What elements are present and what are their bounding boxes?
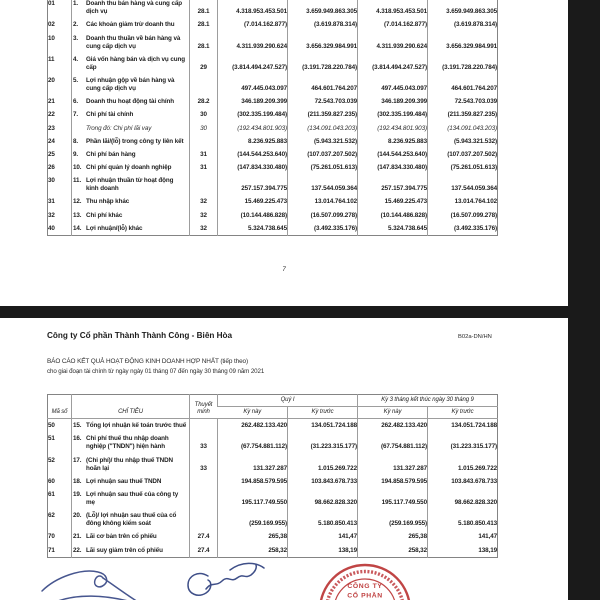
row-value: (31.223.315.177) — [288, 432, 358, 453]
row-description: 8. Phần lãi/(lỗ) trong công ty liên kết — [72, 135, 190, 148]
row-note-ref: 33 — [190, 453, 218, 474]
row-description: Trong đó: Chi phí lãi vay — [72, 121, 190, 134]
table-row — [48, 419, 498, 433]
row-value: (147.834.330.480) — [218, 161, 288, 174]
row-note-ref: 32 — [190, 195, 218, 208]
row-note-ref: 28.1 — [190, 31, 218, 52]
row-note-ref: 28.1 — [190, 18, 218, 31]
row-value: (3.191.728.220.784) — [428, 53, 498, 74]
row-code: 30 — [48, 177, 55, 185]
row-note-ref: 27.4 — [190, 530, 218, 543]
row-note-ref: 33 — [190, 432, 218, 453]
row-note-ref — [190, 475, 218, 488]
table-row — [48, 475, 498, 488]
report-page-8 — [0, 318, 568, 600]
row-value: (211.359.827.235) — [288, 108, 358, 121]
row-code: 25 — [48, 150, 55, 158]
row-value: 1.015.269.722 — [428, 453, 498, 474]
row-description: 6. Doanh thu hoạt động tài chính — [72, 95, 190, 108]
row-value: (3.492.335.176) — [428, 222, 498, 236]
row-note-ref: 31 — [190, 148, 218, 161]
row-value: 141,47 — [428, 530, 498, 543]
row-value: (211.359.827.235) — [428, 108, 498, 121]
signature-left — [42, 571, 138, 600]
row-code: 10 — [48, 34, 55, 42]
row-value: 141,47 — [288, 530, 358, 543]
table-row — [48, 530, 498, 543]
row-value: (10.144.486.828) — [358, 208, 428, 221]
table-row — [48, 509, 498, 530]
row-value: 195.117.749.550 — [358, 488, 428, 509]
row-description: 5. Lợi nhuận gộp về bán hàng và cung cấp dịch vụ — [72, 74, 190, 95]
row-value: 134.051.724.188 — [288, 419, 358, 433]
row-value: (10.144.486.828) — [218, 208, 288, 221]
row-note-ref: 30 — [190, 121, 218, 134]
table-row — [48, 0, 498, 18]
table-row — [48, 121, 498, 134]
row-code: 21 — [48, 98, 55, 106]
row-value: (31.223.315.177) — [428, 432, 498, 453]
row-value: (192.434.801.903) — [358, 121, 428, 134]
row-note-ref — [190, 174, 218, 195]
table-row — [48, 543, 498, 557]
row-note-ref — [190, 509, 218, 530]
row-value: 138,19 — [288, 543, 358, 557]
row-code: 50 — [48, 422, 55, 430]
table-row — [48, 208, 498, 221]
row-value: (134.091.043.203) — [288, 121, 358, 134]
row-note-ref: 32 — [190, 208, 218, 221]
row-value: (3.814.494.247.527) — [218, 53, 288, 74]
row-code: 62 — [48, 512, 55, 520]
row-code: 40 — [48, 224, 55, 232]
row-value: 103.843.678.733 — [428, 475, 498, 488]
income-statement-table-page7 — [47, 0, 498, 236]
header-3-month-period: Kỳ 3 tháng kết thúc ngày 30 tháng 9 — [358, 395, 498, 407]
row-value: (67.754.881.112) — [218, 432, 288, 453]
row-note-ref — [190, 135, 218, 148]
row-value: (144.544.253.640) — [358, 148, 428, 161]
row-description: 21. Lãi cơ bản trên cổ phiếu — [72, 530, 190, 543]
header-chi-tieu: CHỈ TIÊU — [72, 395, 190, 419]
row-code: 32 — [48, 211, 55, 219]
table-row — [48, 108, 498, 121]
row-value: 346.189.209.399 — [218, 95, 288, 108]
row-value: (147.834.330.480) — [358, 161, 428, 174]
table-row — [48, 174, 498, 195]
row-description: 14. Lợi nhuận/(lỗ) khác — [72, 222, 190, 236]
row-value: 258,32 — [358, 543, 428, 557]
row-value: 137.544.059.364 — [428, 174, 498, 195]
row-description: 16. Chi phí thuế thu nhập doanh nghiệp ("TNDN") hiện hành — [72, 432, 190, 453]
row-value: 134.051.724.188 — [428, 419, 498, 433]
row-description: 22. Lãi suy giảm trên cổ phiếu — [72, 543, 190, 557]
row-note-ref: 28.1 — [190, 0, 218, 18]
table-row — [48, 95, 498, 108]
row-value: 72.543.703.039 — [288, 95, 358, 108]
row-value: (7.014.162.877) — [218, 18, 288, 31]
row-value: (75.261.051.613) — [288, 161, 358, 174]
signature-right — [188, 563, 264, 595]
row-value: 98.662.828.320 — [288, 488, 358, 509]
row-value: (75.261.051.613) — [428, 161, 498, 174]
row-value: 4.318.953.453.501 — [358, 0, 428, 18]
row-value: 103.843.678.733 — [288, 475, 358, 488]
row-note-ref: 27.4 — [190, 543, 218, 557]
row-value: 5.180.850.413 — [428, 509, 498, 530]
row-value: 98.662.828.320 — [428, 488, 498, 509]
row-note-ref: 31 — [190, 161, 218, 174]
row-note-ref: 30 — [190, 108, 218, 121]
row-description: 19. Lợi nhuận sau thuế của công ty mẹ — [72, 488, 190, 509]
table-row — [48, 148, 498, 161]
row-value: (192.434.801.903) — [218, 121, 288, 134]
row-value: 5.324.738.645 — [358, 222, 428, 236]
row-code: 51 — [48, 435, 55, 443]
row-code: 20 — [48, 76, 55, 84]
row-value: (302.335.199.484) — [358, 108, 428, 121]
row-value: 497.445.043.097 — [218, 74, 288, 95]
row-value: 4.311.939.290.624 — [358, 31, 428, 52]
row-code: 31 — [48, 198, 55, 206]
page-number: 7 — [282, 266, 286, 273]
header-ky-nay: Kỳ này — [218, 407, 288, 419]
table-row — [48, 135, 498, 148]
row-value: 257.157.394.775 — [218, 174, 288, 195]
row-value: 131.327.287 — [358, 453, 428, 474]
row-value: 137.544.059.364 — [288, 174, 358, 195]
row-value: (302.335.199.484) — [218, 108, 288, 121]
row-value: 13.014.764.102 — [428, 195, 498, 208]
row-value: 1.015.269.722 — [288, 453, 358, 474]
row-description: 20. (Lỗ)/ lợi nhuận sau thuế của cổ đông không kiểm soát — [72, 509, 190, 530]
row-value: 464.601.764.207 — [288, 74, 358, 95]
row-value: (107.037.207.502) — [428, 148, 498, 161]
row-value: 8.236.925.883 — [218, 135, 288, 148]
row-value: 4.311.939.290.624 — [218, 31, 288, 52]
table-row — [48, 31, 498, 52]
row-code: 60 — [48, 477, 55, 485]
row-value: 5.180.850.413 — [288, 509, 358, 530]
row-value: 195.117.749.550 — [218, 488, 288, 509]
row-value: (259.169.955) — [218, 509, 288, 530]
row-value: 464.601.764.207 — [428, 74, 498, 95]
row-value: (67.754.881.112) — [358, 432, 428, 453]
row-description: 13. Chi phí khác — [72, 208, 190, 221]
row-description: 12. Thu nhập khác — [72, 195, 190, 208]
table-row — [48, 432, 498, 453]
row-description: 10. Chi phí quản lý doanh nghiệp — [72, 161, 190, 174]
row-note-ref — [190, 74, 218, 95]
row-description: 2. Các khoản giảm trừ doanh thu — [72, 18, 190, 31]
row-code: 01 — [48, 0, 55, 8]
row-description: 11. Lợi nhuận thuần từ hoạt động kinh doanh — [72, 174, 190, 195]
row-code: 23 — [48, 124, 55, 132]
seal-text-line2: CỔ PHẦN — [347, 592, 383, 600]
row-value: (3.191.728.220.784) — [288, 53, 358, 74]
row-value: 262.482.133.420 — [358, 419, 428, 433]
row-description: 18. Lợi nhuận sau thuế TNDN — [72, 475, 190, 488]
row-value: (107.037.207.502) — [288, 148, 358, 161]
row-value: 8.236.925.883 — [358, 135, 428, 148]
table-row — [48, 161, 498, 174]
header-thuyet-minh: Thuyết minh — [190, 395, 218, 419]
row-description: 17. (Chi phí)/ thu nhập thuế TNDN hoãn lại — [72, 453, 190, 474]
row-value: (3.619.878.314) — [428, 18, 498, 31]
row-value: (5.943.321.532) — [428, 135, 498, 148]
income-statement-table-page8 — [47, 394, 498, 558]
row-value: 265,38 — [358, 530, 428, 543]
row-code: 52 — [48, 456, 55, 464]
table-row — [48, 195, 498, 208]
row-value: 131.327.287 — [218, 453, 288, 474]
row-code: 61 — [48, 490, 55, 498]
row-description: 1. Doanh thu bán hàng và cung cấp dịch vụ — [72, 0, 190, 18]
row-value: 5.324.738.645 — [218, 222, 288, 236]
row-note-ref: 32 — [190, 222, 218, 236]
table-row — [48, 488, 498, 509]
row-value: 3.659.949.863.305 — [428, 0, 498, 18]
company-seal — [320, 565, 410, 600]
row-value: 72.543.703.039 — [428, 95, 498, 108]
row-code: 26 — [48, 164, 55, 172]
row-value: 4.318.953.453.501 — [218, 0, 288, 18]
row-note-ref: 29 — [190, 53, 218, 74]
row-value: 3.656.329.984.991 — [428, 31, 498, 52]
header-ky-nay: Kỳ này — [358, 407, 428, 419]
row-description: 9. Chi phí bán hàng — [72, 148, 190, 161]
row-value: 15.469.225.473 — [358, 195, 428, 208]
report-page-7 — [0, 0, 568, 306]
row-value: (7.014.162.877) — [358, 18, 428, 31]
row-value: 497.445.043.097 — [358, 74, 428, 95]
table-row — [48, 53, 498, 74]
row-value: (144.544.253.640) — [218, 148, 288, 161]
row-value: 265,38 — [218, 530, 288, 543]
row-value: (16.507.099.278) — [428, 208, 498, 221]
row-code: 71 — [48, 546, 55, 554]
row-value: 13.014.764.102 — [288, 195, 358, 208]
row-code: 22 — [48, 111, 55, 119]
report-period: cho giai đoạn tài chính từ ngày ngày 01 tháng 07 đến ngày 30 tháng 09 năm 2021 — [47, 368, 265, 375]
table-row — [48, 18, 498, 31]
row-code: 24 — [48, 137, 55, 145]
row-value: 15.469.225.473 — [218, 195, 288, 208]
row-value: (3.492.335.176) — [288, 222, 358, 236]
row-description: 4. Giá vốn hàng bán và dịch vụ cung cấp — [72, 53, 190, 74]
row-value: 3.656.329.984.991 — [288, 31, 358, 52]
row-value: 262.482.133.420 — [218, 419, 288, 433]
row-note-ref — [190, 488, 218, 509]
row-value: 258,32 — [218, 543, 288, 557]
row-value: (3.814.494.247.527) — [358, 53, 428, 74]
row-value: 194.858.579.595 — [358, 475, 428, 488]
row-code: 11 — [48, 55, 55, 63]
form-code: B02a-DN/HN — [458, 334, 492, 340]
row-value: (134.091.043.203) — [428, 121, 498, 134]
row-note-ref — [190, 419, 218, 433]
company-name: Công ty Cổ phần Thành Thành Công - Biên Hòa — [47, 331, 233, 340]
header-quarter-1: Quý I — [218, 395, 358, 407]
table-row — [48, 453, 498, 474]
row-value: (16.507.099.278) — [288, 208, 358, 221]
row-description: 7. Chi phí tài chính — [72, 108, 190, 121]
row-value: (259.169.955) — [358, 509, 428, 530]
row-description: 15. Tổng lợi nhuận kế toán trước thuế — [72, 419, 190, 433]
row-description: 3. Doanh thu thuần về bán hàng và cung cấp dịch vụ — [72, 31, 190, 52]
header-ma-so: Mã số — [48, 395, 72, 419]
row-value: 3.659.949.863.305 — [288, 0, 358, 18]
seal-text-line1: CÔNG TY — [347, 583, 383, 590]
row-value: 194.858.579.595 — [218, 475, 288, 488]
row-value: (5.943.321.532) — [288, 135, 358, 148]
header-ky-truoc: Kỳ trước — [288, 407, 358, 419]
row-note-ref: 28.2 — [190, 95, 218, 108]
row-code: 70 — [48, 533, 55, 541]
report-title: BÁO CÁO KẾT QUẢ HOẠT ĐỘNG KINH DOANH HỢP NHẤT (tiếp theo) — [47, 358, 249, 365]
table-row — [48, 74, 498, 95]
row-value: 257.157.394.775 — [358, 174, 428, 195]
header-ky-truoc: Kỳ trước — [428, 407, 498, 419]
table-row — [48, 222, 498, 236]
row-value: (3.619.878.314) — [288, 18, 358, 31]
row-code: 02 — [48, 21, 55, 29]
seal-arc-text — [327, 572, 404, 600]
row-value: 346.189.209.399 — [358, 95, 428, 108]
row-value: 138,19 — [428, 543, 498, 557]
table-header-row — [48, 395, 498, 407]
